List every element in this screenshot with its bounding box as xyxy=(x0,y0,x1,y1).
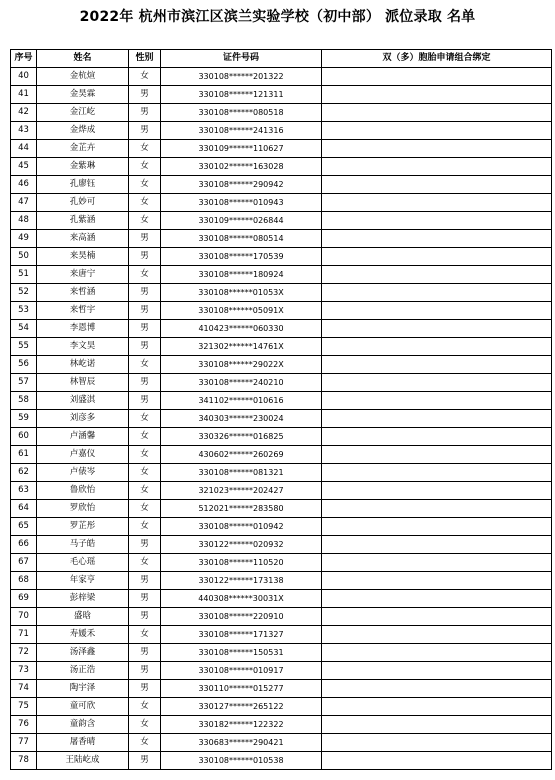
header-gender: 性别 xyxy=(129,50,161,68)
cell-gender: 男 xyxy=(129,392,161,410)
cell-name: 来高涵 xyxy=(37,230,129,248)
cell-gender: 女 xyxy=(129,266,161,284)
cell-id-number: 330102******163028 xyxy=(161,158,322,176)
cell-serial-number: 58 xyxy=(11,392,37,410)
table-row xyxy=(11,140,552,158)
cell-twin-binding xyxy=(322,194,552,212)
header-id-number: 证件号码 xyxy=(161,50,322,68)
cell-serial-number: 49 xyxy=(11,230,37,248)
cell-twin-binding xyxy=(322,212,552,230)
cell-name: 金昊霖 xyxy=(37,86,129,104)
table-row xyxy=(11,284,552,302)
cell-gender: 男 xyxy=(129,536,161,554)
cell-serial-number: 73 xyxy=(11,662,37,680)
cell-gender: 男 xyxy=(129,752,161,770)
cell-name: 汤正浩 xyxy=(37,662,129,680)
cell-serial-number: 76 xyxy=(11,716,37,734)
cell-id-number: 321023******202427 xyxy=(161,482,322,500)
table-row xyxy=(11,338,552,356)
cell-name: 童韵含 xyxy=(37,716,129,734)
cell-gender: 女 xyxy=(129,410,161,428)
cell-twin-binding xyxy=(322,572,552,590)
cell-serial-number: 51 xyxy=(11,266,37,284)
cell-gender: 男 xyxy=(129,608,161,626)
cell-gender: 女 xyxy=(129,626,161,644)
table-row xyxy=(11,662,552,680)
table-row xyxy=(11,248,552,266)
cell-gender: 男 xyxy=(129,644,161,662)
table-row xyxy=(11,230,552,248)
cell-gender: 男 xyxy=(129,374,161,392)
table-row xyxy=(11,446,552,464)
cell-serial-number: 41 xyxy=(11,86,37,104)
cell-twin-binding xyxy=(322,230,552,248)
cell-twin-binding xyxy=(322,266,552,284)
cell-id-number: 330108******080518 xyxy=(161,104,322,122)
cell-twin-binding xyxy=(322,626,552,644)
cell-name: 年家亨 xyxy=(37,572,129,590)
cell-name: 屠香晴 xyxy=(37,734,129,752)
cell-name: 卢俵岑 xyxy=(37,464,129,482)
cell-name: 寿媛禾 xyxy=(37,626,129,644)
cell-id-number: 330127******265122 xyxy=(161,698,322,716)
cell-twin-binding xyxy=(322,68,552,86)
cell-serial-number: 70 xyxy=(11,608,37,626)
cell-gender: 女 xyxy=(129,734,161,752)
cell-serial-number: 55 xyxy=(11,338,37,356)
table-row xyxy=(11,104,552,122)
table-row xyxy=(11,356,552,374)
cell-twin-binding xyxy=(322,374,552,392)
cell-gender: 男 xyxy=(129,86,161,104)
cell-id-number: 330108******241316 xyxy=(161,122,322,140)
admission-roster-table xyxy=(10,49,552,770)
cell-serial-number: 47 xyxy=(11,194,37,212)
cell-serial-number: 66 xyxy=(11,536,37,554)
header-serial-number: 序号 xyxy=(11,50,37,68)
cell-twin-binding xyxy=(322,104,552,122)
cell-id-number: 512021******283580 xyxy=(161,500,322,518)
cell-name: 来昊楠 xyxy=(37,248,129,266)
cell-id-number: 330109******026844 xyxy=(161,212,322,230)
cell-twin-binding xyxy=(322,662,552,680)
cell-twin-binding xyxy=(322,140,552,158)
cell-twin-binding xyxy=(322,464,552,482)
cell-name: 彭梓梁 xyxy=(37,590,129,608)
document-title: 2022年 杭州市滨江区滨兰实验学校（初中部） 派位录取 名单 xyxy=(79,9,476,25)
cell-serial-number: 63 xyxy=(11,482,37,500)
cell-serial-number: 61 xyxy=(11,446,37,464)
cell-twin-binding xyxy=(322,752,552,770)
cell-gender: 女 xyxy=(129,518,161,536)
cell-gender: 女 xyxy=(129,500,161,518)
cell-id-number: 330122******020932 xyxy=(161,536,322,554)
cell-twin-binding xyxy=(322,500,552,518)
cell-serial-number: 44 xyxy=(11,140,37,158)
cell-twin-binding xyxy=(322,536,552,554)
cell-name: 毛心瑶 xyxy=(37,554,129,572)
cell-gender: 男 xyxy=(129,302,161,320)
cell-id-number: 330108******010943 xyxy=(161,194,322,212)
table-row xyxy=(11,482,552,500)
cell-twin-binding xyxy=(322,284,552,302)
cell-gender: 男 xyxy=(129,248,161,266)
cell-serial-number: 60 xyxy=(11,428,37,446)
cell-gender: 女 xyxy=(129,194,161,212)
cell-serial-number: 75 xyxy=(11,698,37,716)
cell-twin-binding xyxy=(322,734,552,752)
cell-serial-number: 43 xyxy=(11,122,37,140)
cell-serial-number: 69 xyxy=(11,590,37,608)
table-row xyxy=(11,194,552,212)
cell-gender: 男 xyxy=(129,320,161,338)
table-row xyxy=(11,518,552,536)
cell-gender: 女 xyxy=(129,212,161,230)
cell-twin-binding xyxy=(322,122,552,140)
cell-name: 金杭煊 xyxy=(37,68,129,86)
cell-serial-number: 40 xyxy=(11,68,37,86)
table-row xyxy=(11,122,552,140)
cell-name: 刘盛淇 xyxy=(37,392,129,410)
cell-serial-number: 45 xyxy=(11,158,37,176)
cell-name: 刘彦多 xyxy=(37,410,129,428)
cell-id-number: 330108******010917 xyxy=(161,662,322,680)
table-row xyxy=(11,752,552,770)
cell-serial-number: 52 xyxy=(11,284,37,302)
cell-gender: 女 xyxy=(129,554,161,572)
cell-twin-binding xyxy=(322,320,552,338)
table-row xyxy=(11,500,552,518)
table-row xyxy=(11,410,552,428)
cell-twin-binding xyxy=(322,248,552,266)
table-body xyxy=(11,68,552,770)
cell-gender: 男 xyxy=(129,284,161,302)
cell-id-number: 330108******080514 xyxy=(161,230,322,248)
cell-name: 林智辰 xyxy=(37,374,129,392)
cell-twin-binding xyxy=(322,590,552,608)
cell-id-number: 410423******060330 xyxy=(161,320,322,338)
cell-serial-number: 65 xyxy=(11,518,37,536)
cell-id-number: 340303******230024 xyxy=(161,410,322,428)
cell-gender: 男 xyxy=(129,572,161,590)
table-row xyxy=(11,464,552,482)
cell-gender: 男 xyxy=(129,122,161,140)
table-row xyxy=(11,734,552,752)
table-row xyxy=(11,626,552,644)
cell-id-number: 330108******081321 xyxy=(161,464,322,482)
cell-name: 来唐宁 xyxy=(37,266,129,284)
cell-gender: 男 xyxy=(129,590,161,608)
cell-twin-binding xyxy=(322,482,552,500)
cell-name: 金江屹 xyxy=(37,104,129,122)
cell-twin-binding xyxy=(322,716,552,734)
cell-name: 孔廖钰 xyxy=(37,176,129,194)
cell-serial-number: 42 xyxy=(11,104,37,122)
table-row xyxy=(11,176,552,194)
cell-serial-number: 77 xyxy=(11,734,37,752)
cell-gender: 女 xyxy=(129,428,161,446)
cell-serial-number: 46 xyxy=(11,176,37,194)
cell-gender: 女 xyxy=(129,140,161,158)
table-row xyxy=(11,590,552,608)
table-row xyxy=(11,86,552,104)
cell-name: 童可欣 xyxy=(37,698,129,716)
cell-gender: 女 xyxy=(129,698,161,716)
cell-name: 罗芷彤 xyxy=(37,518,129,536)
cell-serial-number: 59 xyxy=(11,410,37,428)
cell-name: 孔妙可 xyxy=(37,194,129,212)
cell-twin-binding xyxy=(322,608,552,626)
cell-serial-number: 71 xyxy=(11,626,37,644)
cell-gender: 女 xyxy=(129,464,161,482)
table-row xyxy=(11,266,552,284)
cell-twin-binding xyxy=(322,518,552,536)
cell-name: 马子皓 xyxy=(37,536,129,554)
cell-id-number: 330108******240210 xyxy=(161,374,322,392)
cell-name: 金紫琳 xyxy=(37,158,129,176)
cell-gender: 男 xyxy=(129,662,161,680)
table-row xyxy=(11,572,552,590)
cell-gender: 男 xyxy=(129,230,161,248)
cell-id-number: 330108******290942 xyxy=(161,176,322,194)
cell-id-number: 330108******170539 xyxy=(161,248,322,266)
cell-id-number: 330108******110520 xyxy=(161,554,322,572)
cell-id-number: 330108******171327 xyxy=(161,626,322,644)
cell-name: 来哲涵 xyxy=(37,284,129,302)
table-row xyxy=(11,536,552,554)
cell-twin-binding xyxy=(322,158,552,176)
cell-name: 陶宇泽 xyxy=(37,680,129,698)
table-row xyxy=(11,554,552,572)
cell-name: 金烨成 xyxy=(37,122,129,140)
cell-id-number: 330182******122322 xyxy=(161,716,322,734)
table-row xyxy=(11,158,552,176)
cell-gender: 男 xyxy=(129,680,161,698)
cell-id-number: 330110******015277 xyxy=(161,680,322,698)
cell-twin-binding xyxy=(322,392,552,410)
cell-twin-binding xyxy=(322,176,552,194)
table-row xyxy=(11,680,552,698)
cell-name: 汤泽鑫 xyxy=(37,644,129,662)
cell-serial-number: 72 xyxy=(11,644,37,662)
table-row xyxy=(11,320,552,338)
cell-twin-binding xyxy=(322,644,552,662)
cell-twin-binding xyxy=(322,338,552,356)
cell-id-number: 330326******016825 xyxy=(161,428,322,446)
cell-name: 林屹诺 xyxy=(37,356,129,374)
cell-gender: 女 xyxy=(129,356,161,374)
cell-id-number: 341102******010616 xyxy=(161,392,322,410)
table-row xyxy=(11,212,552,230)
cell-twin-binding xyxy=(322,86,552,104)
cell-id-number: 330108******121311 xyxy=(161,86,322,104)
cell-id-number: 330108******220910 xyxy=(161,608,322,626)
cell-id-number: 330683******290421 xyxy=(161,734,322,752)
cell-twin-binding xyxy=(322,680,552,698)
cell-serial-number: 78 xyxy=(11,752,37,770)
table-row xyxy=(11,68,552,86)
cell-twin-binding xyxy=(322,554,552,572)
cell-name: 盛晗 xyxy=(37,608,129,626)
cell-gender: 女 xyxy=(129,716,161,734)
cell-serial-number: 67 xyxy=(11,554,37,572)
cell-serial-number: 48 xyxy=(11,212,37,230)
table-header-row xyxy=(11,50,552,68)
cell-id-number: 440308******30031X xyxy=(161,590,322,608)
cell-twin-binding xyxy=(322,302,552,320)
cell-id-number: 321302******14761X xyxy=(161,338,322,356)
cell-serial-number: 50 xyxy=(11,248,37,266)
cell-twin-binding xyxy=(322,698,552,716)
table-row xyxy=(11,392,552,410)
cell-name: 鲁欣怡 xyxy=(37,482,129,500)
cell-gender: 女 xyxy=(129,158,161,176)
cell-id-number: 330108******010942 xyxy=(161,518,322,536)
cell-name: 李恩博 xyxy=(37,320,129,338)
cell-serial-number: 68 xyxy=(11,572,37,590)
cell-name: 卢嘉仪 xyxy=(37,446,129,464)
cell-serial-number: 57 xyxy=(11,374,37,392)
header-twin-binding: 双（多）胞胎申请组合绑定 xyxy=(322,50,552,68)
cell-name: 卢涵馨 xyxy=(37,428,129,446)
cell-id-number: 330108******05091X xyxy=(161,302,322,320)
cell-gender: 女 xyxy=(129,176,161,194)
cell-gender: 女 xyxy=(129,68,161,86)
table-row xyxy=(11,428,552,446)
cell-serial-number: 53 xyxy=(11,302,37,320)
cell-serial-number: 62 xyxy=(11,464,37,482)
cell-gender: 男 xyxy=(129,338,161,356)
header-name: 姓名 xyxy=(37,50,129,68)
cell-twin-binding xyxy=(322,410,552,428)
cell-id-number: 330108******201322 xyxy=(161,68,322,86)
cell-name: 孔紫涵 xyxy=(37,212,129,230)
cell-name: 王陆屹成 xyxy=(37,752,129,770)
cell-id-number: 330109******110627 xyxy=(161,140,322,158)
cell-id-number: 330108******01053X xyxy=(161,284,322,302)
cell-id-number: 330122******173138 xyxy=(161,572,322,590)
cell-serial-number: 74 xyxy=(11,680,37,698)
cell-twin-binding xyxy=(322,446,552,464)
table-row xyxy=(11,374,552,392)
cell-gender: 男 xyxy=(129,104,161,122)
cell-id-number: 330108******29022X xyxy=(161,356,322,374)
table-row xyxy=(11,608,552,626)
cell-id-number: 330108******150531 xyxy=(161,644,322,662)
table-row xyxy=(11,644,552,662)
cell-twin-binding xyxy=(322,356,552,374)
cell-serial-number: 54 xyxy=(11,320,37,338)
table-row xyxy=(11,302,552,320)
cell-name: 金芷卉 xyxy=(37,140,129,158)
table-row xyxy=(11,698,552,716)
cell-name: 罗欣怡 xyxy=(37,500,129,518)
cell-gender: 女 xyxy=(129,482,161,500)
cell-serial-number: 56 xyxy=(11,356,37,374)
cell-twin-binding xyxy=(322,428,552,446)
cell-name: 李文昊 xyxy=(37,338,129,356)
cell-gender: 女 xyxy=(129,446,161,464)
cell-serial-number: 64 xyxy=(11,500,37,518)
cell-id-number: 330108******010538 xyxy=(161,752,322,770)
table-row xyxy=(11,716,552,734)
cell-id-number: 430602******260269 xyxy=(161,446,322,464)
cell-id-number: 330108******180924 xyxy=(161,266,322,284)
cell-name: 来哲宇 xyxy=(37,302,129,320)
